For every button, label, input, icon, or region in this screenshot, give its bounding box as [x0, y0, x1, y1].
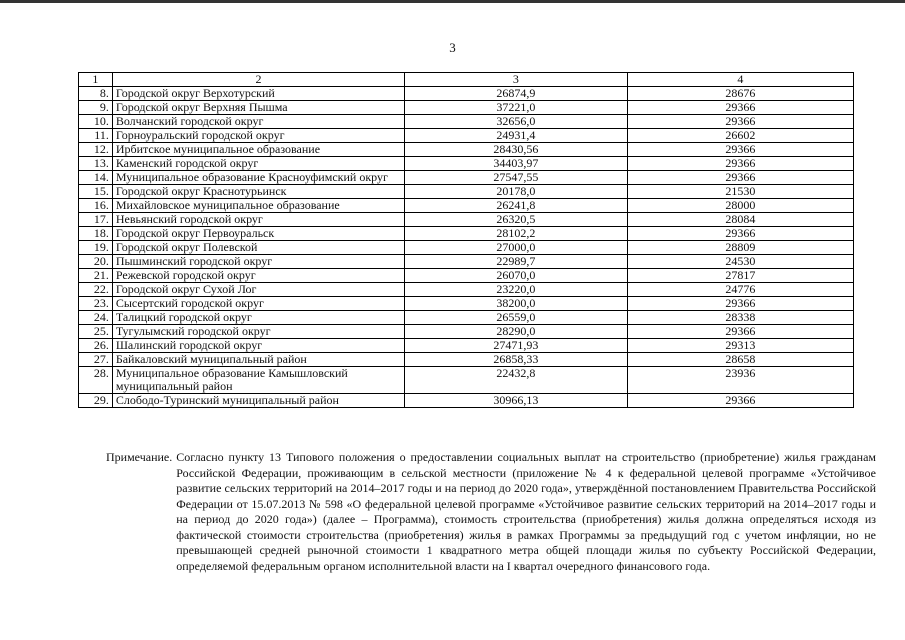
page-top-edge [0, 0, 905, 3]
table-row [79, 101, 854, 115]
table-row [79, 227, 854, 241]
value-col4-cell: 29366 [627, 227, 853, 241]
municipality-name-cell: Байкаловский муниципальный район [112, 353, 404, 367]
table-row [79, 269, 854, 283]
table-row [79, 87, 854, 101]
table-row [79, 199, 854, 213]
table-row [79, 129, 854, 143]
footnote [106, 450, 876, 574]
municipality-name-cell: Тугулымский городской округ [112, 325, 404, 339]
row-number-cell: 17. [79, 213, 113, 227]
header-cell-1: 1 [79, 73, 113, 87]
table-row [79, 171, 854, 185]
table-row [79, 115, 854, 129]
value-col4-cell: 29366 [627, 171, 853, 185]
municipality-name-cell: Городской округ Верхотурский [112, 87, 404, 101]
value-col4-cell: 23936 [627, 367, 853, 394]
municipality-name-cell: Городской округ Верхняя Пышма [112, 101, 404, 115]
row-number-cell: 22. [79, 283, 113, 297]
value-col4-cell: 27817 [627, 269, 853, 283]
value-col4-cell: 29366 [627, 157, 853, 171]
value-col3-cell: 22432,8 [405, 367, 628, 394]
value-col3-cell: 26559,0 [405, 311, 628, 325]
municipality-name-cell: Талицкий городской округ [112, 311, 404, 325]
value-col3-cell: 24931,4 [405, 129, 628, 143]
row-number-cell: 11. [79, 129, 113, 143]
note-text: Согласно пункту 13 Типового положения о предоставлении социальных выплат на строительство (приобретение) жилья гражданам Российской Федерации, проживающим в сельской местности (приложение № 4 к федеральной целевой программе «Устойчивое развитие сельских территорий на 2014–2017 годы и на период до 2020 года», утверждённой постановлением Правительства Российской Федерации от 15.07.2013 № 598 «О федеральной целевой программе «Устойчивое развитие сельских территорий на 2014–2017 годы и на период до 2020 года») (далее – Программа), стоимость строительства (приобретения) жилья должна определяться исходя из фактической стоимости строительства (приобретения) жилья в рамках Программы за предыдущий год с учетом инфляции, но не превышающей средней рыночной стоимости 1 квадратного метра общей площади жилья по субъекту Российской Федерации, определяемой федеральным органом исполнительной власти на I квартал очередного финансового года. [176, 450, 876, 573]
value-col4-cell: 28809 [627, 241, 853, 255]
municipality-name-cell: Сысертский городской округ [112, 297, 404, 311]
value-col3-cell: 23220,0 [405, 283, 628, 297]
table-row [79, 283, 854, 297]
row-number-cell: 18. [79, 227, 113, 241]
value-col4-cell: 28658 [627, 353, 853, 367]
value-col4-cell: 29366 [627, 115, 853, 129]
row-number-cell: 29. [79, 394, 113, 408]
table-row [79, 255, 854, 269]
row-number-cell: 28. [79, 367, 113, 394]
table-row [79, 157, 854, 171]
value-col3-cell: 37221,0 [405, 101, 628, 115]
value-col3-cell: 26070,0 [405, 269, 628, 283]
value-col3-cell: 27000,0 [405, 241, 628, 255]
row-number-cell: 9. [79, 101, 113, 115]
row-number-cell: 14. [79, 171, 113, 185]
municipality-name-cell: Каменский городской округ [112, 157, 404, 171]
table-row [79, 213, 854, 227]
row-number-cell: 15. [79, 185, 113, 199]
municipality-name-cell: Горноуральский городской округ [112, 129, 404, 143]
value-col4-cell: 29366 [627, 394, 853, 408]
row-number-cell: 24. [79, 311, 113, 325]
table-row [79, 353, 854, 367]
value-col3-cell: 20178,0 [405, 185, 628, 199]
municipality-name-cell: Режевской городской округ [112, 269, 404, 283]
page-number: 3 [449, 40, 456, 55]
municipality-name-cell: Слободо-Туринский муниципальный район [112, 394, 404, 408]
table-row [79, 143, 854, 157]
header-cell-3: 3 [405, 73, 628, 87]
value-col4-cell: 29366 [627, 143, 853, 157]
value-col4-cell: 28338 [627, 311, 853, 325]
municipality-name-cell: Городской округ Полевской [112, 241, 404, 255]
row-number-cell: 16. [79, 199, 113, 213]
table-row [79, 241, 854, 255]
value-col3-cell: 27471,93 [405, 339, 628, 353]
row-number-cell: 20. [79, 255, 113, 269]
municipality-name-cell: Городской округ Первоуральск [112, 227, 404, 241]
row-number-cell: 26. [79, 339, 113, 353]
table-row [79, 367, 854, 394]
value-col4-cell: 26602 [627, 129, 853, 143]
value-col3-cell: 26320,5 [405, 213, 628, 227]
value-col4-cell: 29366 [627, 297, 853, 311]
municipality-name-cell: Невьянский городской округ [112, 213, 404, 227]
value-col4-cell: 28000 [627, 199, 853, 213]
municipality-name-cell: Городской округ Сухой Лог [112, 283, 404, 297]
row-number-cell: 12. [79, 143, 113, 157]
table-row [79, 297, 854, 311]
municipality-name-cell: Ирбитское муниципальное образование [112, 143, 404, 157]
value-col3-cell: 26241,8 [405, 199, 628, 213]
value-col4-cell: 21530 [627, 185, 853, 199]
table-row [79, 311, 854, 325]
value-col3-cell: 38200,0 [405, 297, 628, 311]
value-col3-cell: 30966,13 [405, 394, 628, 408]
row-number-cell: 8. [79, 87, 113, 101]
row-number-cell: 10. [79, 115, 113, 129]
municipality-name-cell: Пышминский городской округ [112, 255, 404, 269]
table-row [79, 325, 854, 339]
value-col3-cell: 34403,97 [405, 157, 628, 171]
row-number-cell: 13. [79, 157, 113, 171]
row-number-cell: 25. [79, 325, 113, 339]
row-number-cell: 27. [79, 353, 113, 367]
value-col4-cell: 29366 [627, 101, 853, 115]
value-col4-cell: 29313 [627, 339, 853, 353]
row-number-cell: 21. [79, 269, 113, 283]
municipality-name-cell: Шалинский городской округ [112, 339, 404, 353]
value-col4-cell: 24776 [627, 283, 853, 297]
header-cell-2: 2 [112, 73, 404, 87]
municipality-name-cell: Городской округ Краснотурьинск [112, 185, 404, 199]
value-col4-cell: 24530 [627, 255, 853, 269]
data-table [78, 72, 854, 408]
value-col3-cell: 32656,0 [405, 115, 628, 129]
municipality-name-cell: Муниципальное образование Красноуфимский округ [112, 171, 404, 185]
value-col3-cell: 26874,9 [405, 87, 628, 101]
row-number-cell: 23. [79, 297, 113, 311]
value-col3-cell: 26858,33 [405, 353, 628, 367]
header-cell-4: 4 [627, 73, 853, 87]
municipality-name-cell: Муниципальное образование Камышловский муниципальный район [112, 367, 404, 394]
table-row [79, 339, 854, 353]
table-row [79, 394, 854, 408]
municipality-name-cell: Михайловское муниципальное образование [112, 199, 404, 213]
value-col4-cell: 28676 [627, 87, 853, 101]
municipality-name-cell: Волчанский городской округ [112, 115, 404, 129]
row-number-cell: 19. [79, 241, 113, 255]
table-row [79, 185, 854, 199]
value-col4-cell: 29366 [627, 325, 853, 339]
value-col3-cell: 28290,0 [405, 325, 628, 339]
note-label: Примечание. [106, 450, 173, 464]
value-col4-cell: 28084 [627, 213, 853, 227]
value-col3-cell: 22989,7 [405, 255, 628, 269]
table-header-row [79, 73, 854, 87]
value-col3-cell: 27547,55 [405, 171, 628, 185]
value-col3-cell: 28430,56 [405, 143, 628, 157]
value-col3-cell: 28102,2 [405, 227, 628, 241]
